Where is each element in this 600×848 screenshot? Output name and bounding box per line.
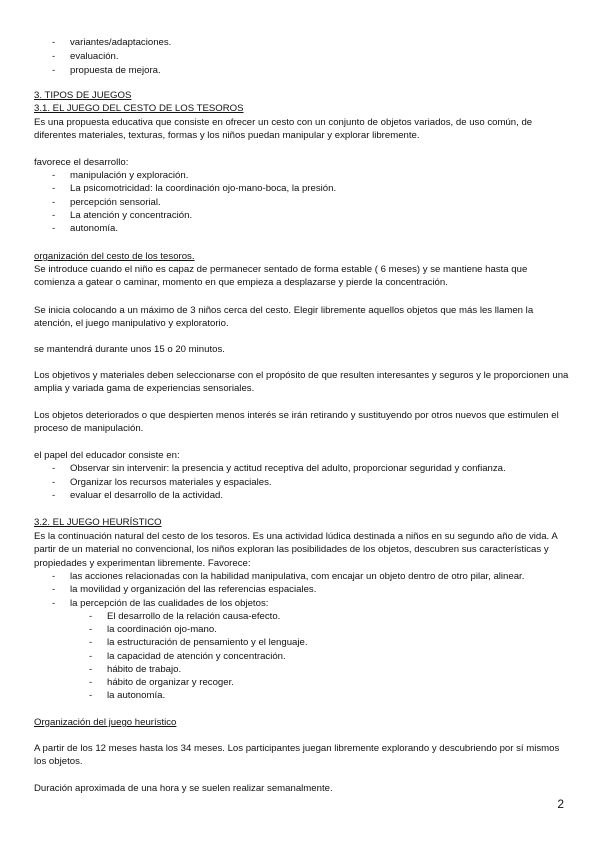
subheading: organización del cesto de los tesoros. xyxy=(34,251,195,262)
paragraph: A partir de los 12 meses hasta los 34 meses. Los participantes juegan libremente explorando y descubriendo por sí mismos los objetos. xyxy=(34,743,560,768)
page-number: 2 xyxy=(557,797,564,811)
subsection-title: 3.1. EL JUEGO DEL CESTO DE LOS TESOROS xyxy=(34,103,244,114)
paragraph: Los objetivos y materiales deben seleccionarse con el propósito de que resulten interesantes y seguros y le proporcionen una amplia y variada gama de experiencias sensoriales. xyxy=(34,370,569,395)
paragraph: Es la continuación natural del cesto de los tesoros. Es una actividad lúdica destinada a niños en su segundo año de vida. A partir de un material no convencional, los niños exploran las posibilidades de los objetos, descubren sus características y propiedades y experimentan libremente. Favorece: xyxy=(34,531,558,569)
paragraph: Es una propuesta educativa que consiste en ofrecer un cesto con un conjunto de objetos variados, de uso común, de diferentes materiales, texturas, formas y los niños puedan manipular y explorar libremente. xyxy=(34,117,533,142)
list-label: favorece el desarrollo: xyxy=(34,157,129,168)
paragraph: Duración aproximada de una hora y se suelen realizar semanalmente. xyxy=(34,783,333,794)
section-title: 3. TIPOS DE JUEGOS xyxy=(34,90,132,101)
paragraph: se mantendrá durante unos 15 o 20 minutos. xyxy=(34,344,225,355)
document-page: - variantes/adaptaciones. - evaluación. - propuesta de mejora. 3. TIPOS DE JUEGOS 3.1. EL JUEGO DEL CESTO DE LOS TESOROS Es una propuesta educativa que consiste en ofrecer un cesto con un conjunto de objetos variados, de uso común, de diferentes materiales, texturas, formas y los niños puedan manipular y explorar libremente. favorece el desarrollo: - manipulación y exploración. - La psicomotricidad: la coordinación ojo-mano-boca, la presión. - percepción sensorial. - La atención y concentración. - autonomía. organización del cesto de los tesoros. Se introduce cuando el niño es capaz de permanecer sentado de forma estable ( 6 meses) y se mantiene hasta que comienza a gatear o caminar, momento en que empieza a desplazarse y pierde la concentración. Se inicia colocando a un máximo de 3 niños cerca del cesto. Elegir libremente aquellos objetos que más les llamen la atención, el juego manipulativo y exploratorio. se mantendrá durante unos 15 o 20 minutos. Los objetivos y materiales deben seleccionarse con el propósito de que resulten interesantes y seguros y le proporcionen una amplia y variada gama de experiencias sensoriales. Los objetos deteriorados o que despierten menos interés se irán retirando y sustituyendo por otros nuevos que estimulen el proceso de manipulación. el papel del educador consiste en: - Observar sin intervenir: la presencia y actitud receptiva del adulto, proporcionar seguridad y confianza. - Organizar los recursos materiales y espaciales. - evaluar el desarrollo de la actividad. 3.2. EL JUEGO HEURÍSTICO Es la continuación natural del cesto de los tesoros. Es una actividad lúdica destinada a niños en su segundo año de vida. A partir de un material no convencional, los niños exploran las posibilidades de los objetos, descubren sus características y propiedades y experimentan libremente. Favorece: - las acciones relacionadas con la habilidad manipulativa, com encajar un objeto dentro de otro pilar, alinear. - la movilidad y organización del las referencias espaciales. - la percepción de las cualidades de los objetos: - El desarrollo de la relación causa-efecto. - la coordinación ojo-mano. - la estructuración de pensamiento y el lenguaje. - la capacidad de atención y concentración. - hábito de trabajo. - hábito de organizar y recoger. - la autonomía. Organización del juego heurístico A partir de los 12 meses hasta los 34 meses. Los participantes juegan libremente explorando y descubriendo por sí mismos los objetos. Duración aproximada de una hora y se suelen realizar semanalmente. 2 xyxy=(34,37,569,811)
paragraph: Los objetos deteriorados o que despierten menos interés se irán retirando y sustituyendo por otros nuevos que estimulen el proceso de manipulación. xyxy=(34,410,559,435)
subsection-title: 3.2. EL JUEGO HEURÍSTICO xyxy=(34,517,162,528)
paragraph: Se introduce cuando el niño es capaz de permanecer sentado de forma estable ( 6 meses) y se mantiene hasta que comienza a gatear o caminar, momento en que empieza a desplazarse y pierde la concentración. xyxy=(34,264,528,289)
subheading: Organización del juego heurístico xyxy=(34,717,177,728)
paragraph: Se inicia colocando a un máximo de 3 niños cerca del cesto. Elegir libremente aquellos objetos que más les llamen la atención, el juego manipulativo y exploratorio. xyxy=(34,305,534,330)
list-label: el papel del educador consiste en: xyxy=(34,450,180,461)
